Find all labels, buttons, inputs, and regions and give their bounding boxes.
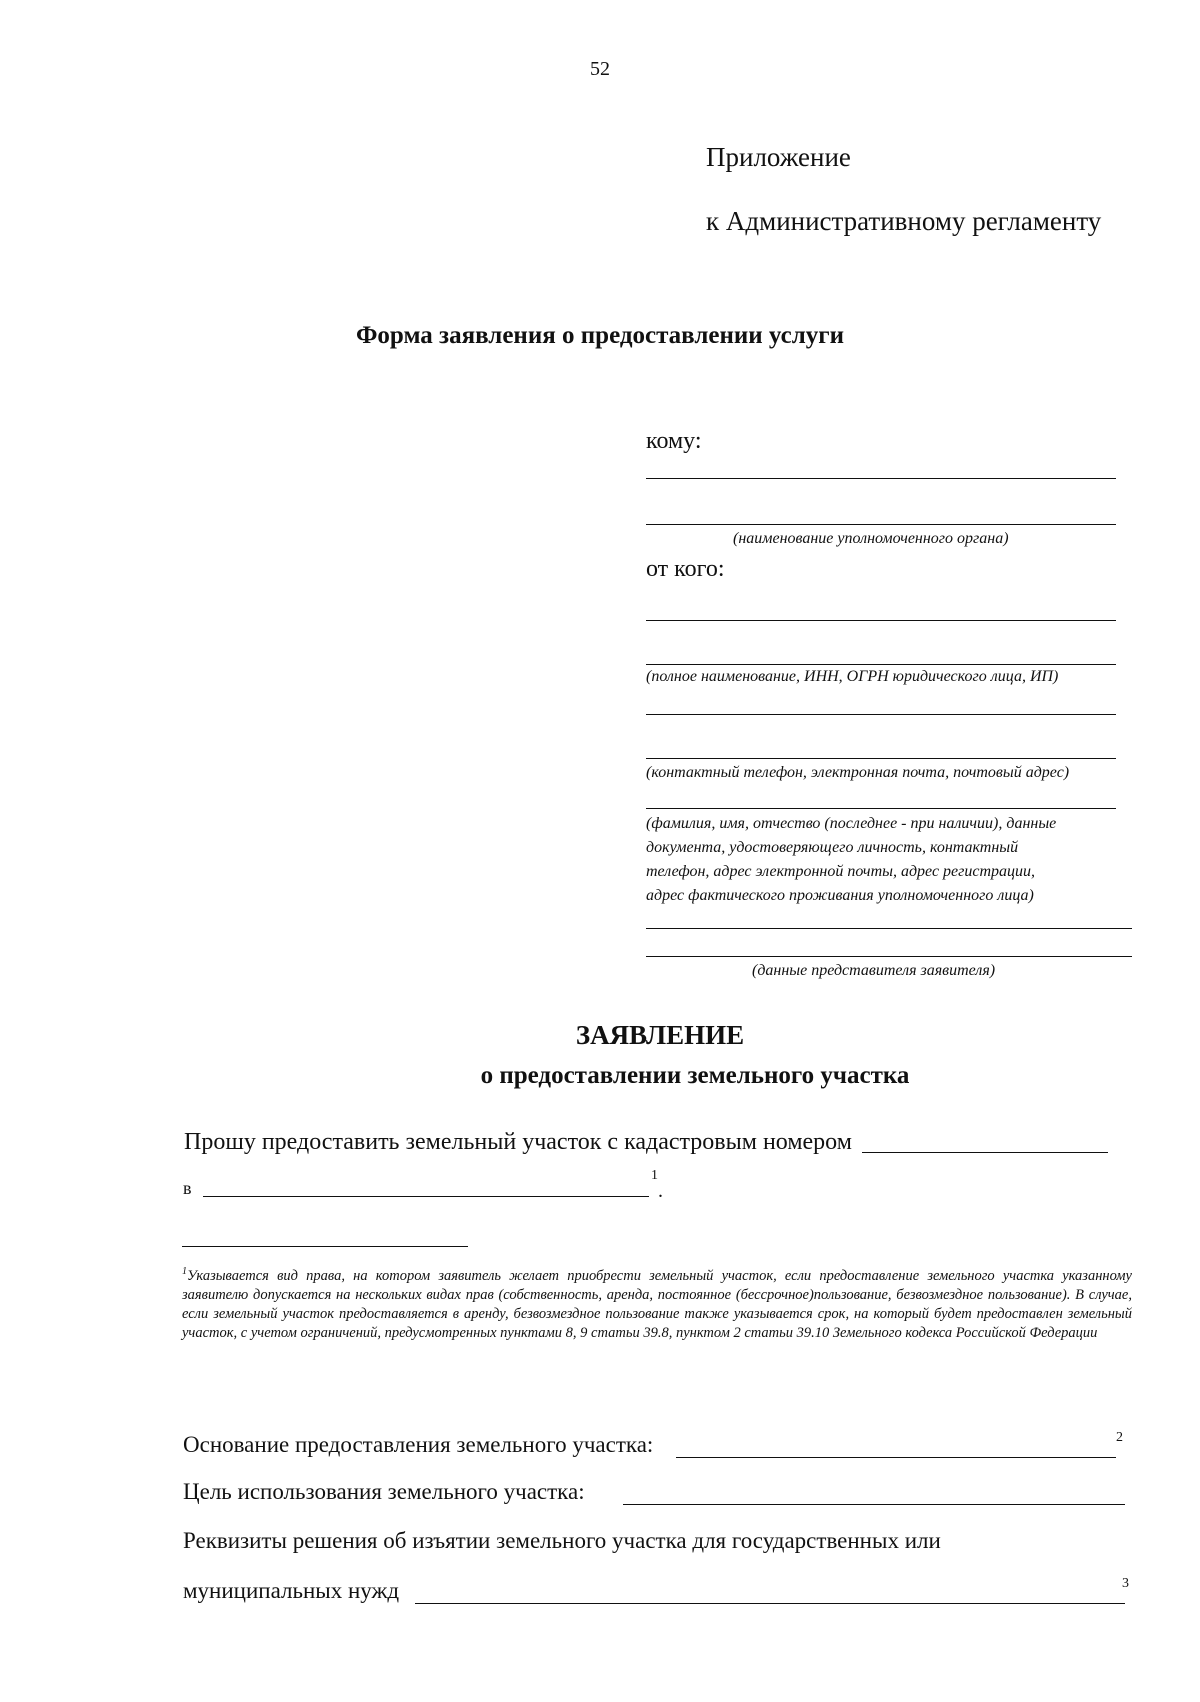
footnote xyxy=(182,1262,1132,1343)
form-title: Форма заявления о предоставлении услуги xyxy=(355,322,845,349)
application-heading: ЗАЯВЛЕНИЕ xyxy=(575,1020,745,1050)
from-line-1[interactable] xyxy=(646,620,1116,621)
representative-line-1[interactable] xyxy=(646,928,1132,929)
right-type-line[interactable] xyxy=(203,1196,649,1197)
contacts-line-2[interactable] xyxy=(646,758,1116,759)
footnote-separator xyxy=(182,1246,468,1247)
contacts-caption: (контактный телефон, электронная почта, почтовый адрес) xyxy=(646,764,1070,781)
to-line-1[interactable] xyxy=(646,478,1116,479)
representative-caption: (данные представителя заявителя) xyxy=(752,962,996,979)
cadastral-number-line[interactable] xyxy=(862,1152,1108,1153)
right-type-label: в xyxy=(183,1178,192,1198)
from-label: от кого: xyxy=(646,556,725,582)
requisites-label-line-2: муниципальных нужд xyxy=(183,1578,400,1603)
footnote-marker-1: 1 xyxy=(651,1168,658,1183)
representative-line-2[interactable] xyxy=(646,956,1132,957)
application-subheading: о предоставлении земельного участка xyxy=(480,1062,910,1089)
appendix-title: Приложение xyxy=(706,142,851,172)
footnote-number: 1 xyxy=(182,1266,187,1277)
person-caption: (фамилия, имя, отчество (последнее - при наличии), данные документа, удостоверяющего личность, контактный телефон, адрес электронной почты, адрес регистрации, адрес фактического проживания уполномоченного лица) xyxy=(646,815,1057,904)
contacts-line-1[interactable] xyxy=(646,714,1116,715)
legal-entity-caption: (полное наименование, ИНН, ОГРН юридического лица, ИП) xyxy=(646,668,1059,685)
footnote-marker-3: 3 xyxy=(1122,1576,1129,1591)
to-line-2[interactable] xyxy=(646,524,1116,525)
basis-label: Основание предоставления земельного участка: xyxy=(183,1432,654,1457)
to-caption: (наименование уполномоченного органа) xyxy=(733,530,1009,547)
appendix-subtitle: к Административному регламенту xyxy=(706,206,1102,236)
footnote-marker-2: 2 xyxy=(1116,1430,1123,1445)
requisites-line[interactable] xyxy=(415,1603,1125,1604)
purpose-line[interactable] xyxy=(623,1504,1125,1505)
purpose-label: Цель использования земельного участка: xyxy=(183,1479,585,1504)
page-number: 52 xyxy=(590,58,610,80)
requisites-label-line-1: Реквизиты решения об изъятии земельного участка для государственных или xyxy=(183,1528,941,1553)
person-line[interactable] xyxy=(646,808,1116,809)
footnote-text: Указывается вид права, на котором заявитель желает приобрести земельный участок, если предоставление земельного участка указанному заявителю допускается на нескольких видах прав (собственность, аренда, постоянное (бессрочное)пользование, безвозмездное пользование). В случае, если земельный участок предоставляется в аренду, безвозмездное пользование также указывается срок, на который будет предоставлен земельный участок, с учетом ограничений, предусмотренных пунктами 8, 9 статьи 39.8, пунктом 2 статьи 39.10 Земельного кодекса Российской Федерации xyxy=(182,1267,1132,1341)
request-period: . xyxy=(658,1180,663,1202)
from-line-2[interactable] xyxy=(646,664,1116,665)
basis-line[interactable] xyxy=(676,1457,1116,1458)
to-label: кому: xyxy=(646,428,702,454)
request-text: Прошу предоставить земельный участок с кадастровым номером xyxy=(184,1129,852,1155)
